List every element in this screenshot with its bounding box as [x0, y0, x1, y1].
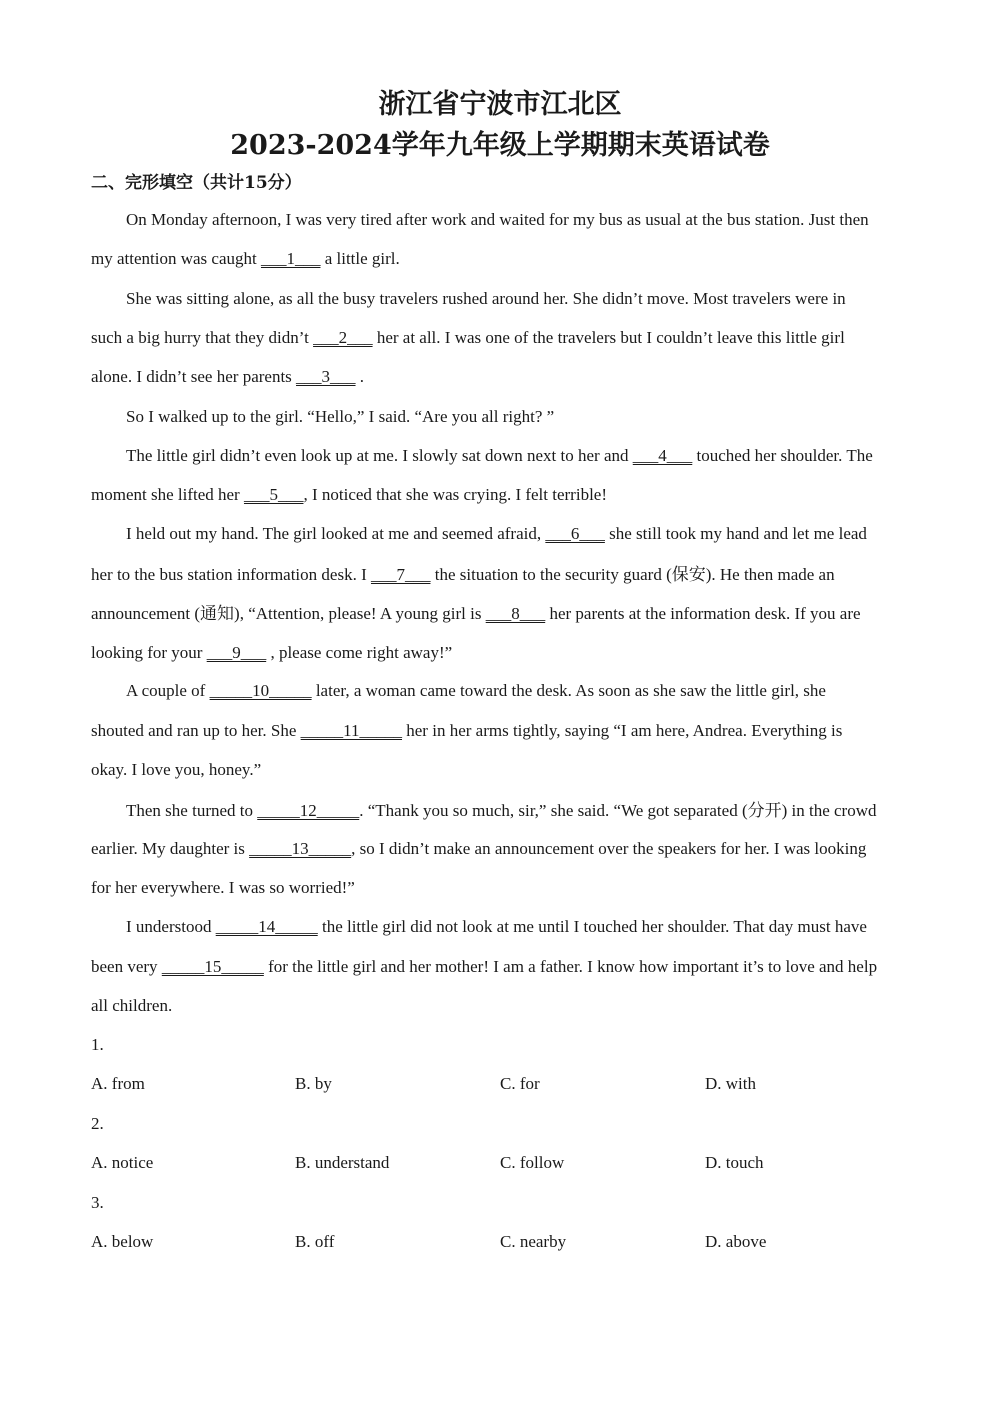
passage-line: I held out my hand. The girl looked at me and seemed afraid, ___6___ she still took my hand and let me lead	[126, 521, 911, 547]
passage-line: been very _____15_____ for the little girl and her mother! I am a father. I know how important it’s to love and help	[91, 954, 911, 980]
blank-11: _____11_____	[300, 721, 403, 740]
blank-6: ___6___	[545, 524, 605, 543]
passage-line: moment she lifted her ___5___, I noticed that she was crying. I felt terrible!	[91, 482, 911, 508]
option-a[interactable]: A. below	[91, 1232, 154, 1251]
passage-line: A couple of _____10_____ later, a woman came toward the desk. As soon as she saw the little girl, she	[126, 678, 911, 704]
passage-line: okay. I love you, honey.”	[91, 760, 262, 779]
question-number: 2.	[91, 1114, 104, 1133]
blank-5: ___5___	[243, 485, 304, 504]
blank-3: ___3___	[296, 367, 356, 386]
option-d[interactable]: D. above	[705, 1232, 767, 1251]
option-c[interactable]: C. follow	[500, 1153, 565, 1172]
option-b[interactable]: B. by	[295, 1074, 332, 1093]
blank-10: _____10_____	[209, 681, 312, 700]
option-a[interactable]: A. notice	[91, 1153, 154, 1172]
option-d[interactable]: D. with	[705, 1074, 756, 1093]
blank-2: ___2___	[313, 328, 373, 347]
question-number: 3.	[91, 1193, 104, 1212]
passage-line: for her everywhere. I was so worried!”	[91, 878, 355, 897]
option-b[interactable]: B. off	[295, 1232, 335, 1251]
passage-line: shouted and ran up to her. She _____11_____ her in her arms tightly, saying “I am here, Andrea. Everything is	[91, 718, 911, 744]
page-title-exam: 2023-2024学年九年级上学期期末英语试卷	[230, 130, 770, 161]
blank-7: ___7___	[370, 565, 431, 584]
passage-line: I understood _____14_____ the little girl did not look at me until I touched her shoulder. That day must have	[126, 914, 911, 940]
passage-line: Then she turned to _____12_____. “Thank you so much, sir,” she said. “We got separated (分开) in the crowd	[126, 798, 911, 824]
blank-4: ___4___	[632, 446, 693, 465]
option-a[interactable]: A. from	[91, 1074, 145, 1093]
passage-line: So I walked up to the girl. “Hello,” I said. “Are you all right? ”	[126, 407, 555, 426]
passage-line: On Monday afternoon, I was very tired after work and waited for my bus as usual at the bus station. Just then	[126, 210, 869, 229]
option-c[interactable]: C. for	[500, 1074, 540, 1093]
passage-line: looking for your ___9___ , please come right away!”	[91, 640, 911, 666]
blank-13: _____13_____	[249, 839, 352, 858]
question-number: 1.	[91, 1035, 104, 1054]
passage-line: her to the bus station information desk. I ___7___ the situation to the security guard (保安). He then made an	[91, 562, 911, 588]
option-c[interactable]: C. nearby	[500, 1232, 567, 1251]
section-heading: 二、完形填空（共计15分）	[91, 173, 302, 193]
option-d[interactable]: D. touch	[705, 1153, 764, 1172]
blank-15: _____15_____	[161, 957, 264, 976]
passage-line: earlier. My daughter is _____13_____, so I didn’t make an announcement over the speakers for her. I was looking	[91, 836, 911, 862]
blank-9: ___9___	[206, 643, 267, 662]
page-title-region: 浙江省宁波市江北区	[378, 89, 622, 120]
option-b[interactable]: B. understand	[295, 1153, 390, 1172]
passage-line: my attention was caught ___1___ a little girl.	[91, 246, 911, 272]
blank-14: _____14_____	[215, 917, 318, 936]
blank-1: ___1___	[260, 249, 321, 268]
passage-line: all children.	[91, 996, 173, 1015]
passage-line: She was sitting alone, as all the busy travelers rushed around her. She didn’t move. Most travelers were in	[126, 289, 846, 308]
passage-line: announcement (通知), “Attention, please! A young girl is ___8___ her parents at the information desk. If you are	[91, 601, 911, 627]
blank-12: _____12_____	[257, 801, 360, 820]
passage-line: such a big hurry that they didn’t ___2___ her at all. I was one of the travelers but I couldn’t leave this little girl	[91, 325, 911, 351]
passage-line: alone. I didn’t see her parents ___3___ .	[91, 364, 911, 390]
blank-8: ___8___	[485, 604, 546, 623]
passage-line: The little girl didn’t even look up at me. I slowly sat down next to her and ___4___ touched her shoulder. The	[126, 443, 911, 469]
